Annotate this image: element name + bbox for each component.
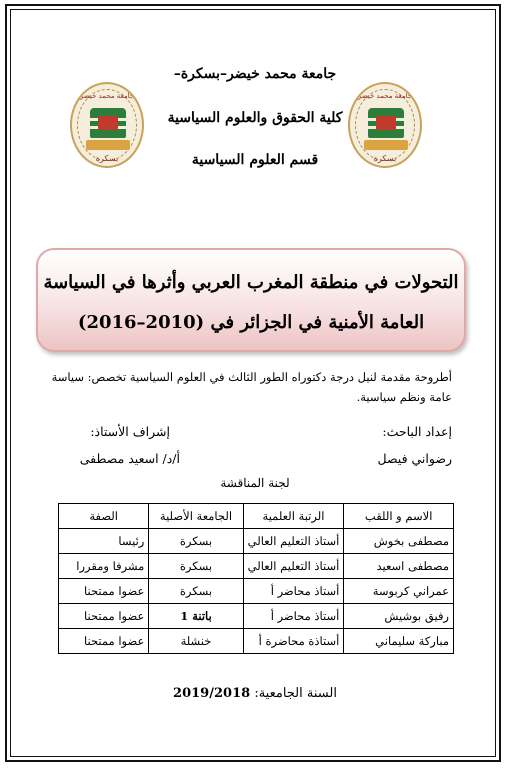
thesis-title-box — [36, 248, 466, 352]
member-role: عضوا ممتحنا — [59, 579, 149, 604]
table-row — [59, 529, 454, 554]
committee-header-row — [59, 504, 454, 529]
member-name: مصطفى اسعيد — [344, 554, 454, 579]
committee-title: لجنة المناقشة — [220, 476, 290, 490]
member-role: عضوا ممتحنا — [59, 604, 149, 629]
seal-red-emblem — [376, 116, 396, 130]
seal-bottom-text: بسكرة — [95, 154, 119, 163]
table-row — [59, 629, 454, 654]
column-header-name: الاسم و اللقب — [344, 504, 454, 529]
thesis-title-line-1: التحولات في منطقة المغرب العربي وأثرها في السياسة — [43, 272, 459, 293]
seal-base-emblem — [86, 140, 130, 150]
table-row — [59, 604, 454, 629]
researcher-name: رضواني فيصل — [377, 451, 452, 466]
column-header-role: الصفة — [59, 504, 149, 529]
seal-top-text: جامعة محمد خيضر — [357, 92, 413, 100]
member-role: عضوا ممتحنا — [59, 629, 149, 654]
member-name: مصطفى بخوش — [344, 529, 454, 554]
faculty-name: كلية الحقوق والعلوم السياسية — [167, 110, 343, 126]
member-role: رئيسا — [59, 529, 149, 554]
member-university: بسكرة — [149, 529, 243, 554]
university-seal-left — [70, 82, 144, 168]
thesis-note-line-2: عامة ونظم سياسية. — [356, 390, 452, 404]
column-header-university: الجامعة الأصلية — [149, 504, 243, 529]
member-role: مشرفا ومقررا — [59, 554, 149, 579]
table-row — [59, 554, 454, 579]
member-rank: أستاذ محاضر أ — [243, 604, 344, 629]
member-name: رفيق بوشيش — [344, 604, 454, 629]
researcher-label: إعداد الباحث: — [382, 424, 452, 439]
academic-year-label: السنة الجامعية: — [254, 686, 337, 701]
seal-base-emblem — [364, 140, 408, 150]
university-name: جامعة محمد خيضر–بسكرة– — [173, 66, 337, 82]
member-rank: أستاذ التعليم العالي — [243, 554, 344, 579]
academic-year-value: 2019/2018 — [173, 686, 251, 701]
member-university: بسكرة — [149, 554, 243, 579]
supervisor-name: أ/د/ اسعيد مصطفى — [79, 451, 180, 466]
member-name: عمراني كربوسة — [344, 579, 454, 604]
column-header-rank: الرتبة العلمية — [243, 504, 344, 529]
committee-table — [58, 503, 454, 654]
department-name: قسم العلوم السياسية — [191, 152, 319, 168]
thesis-note-line-1: أطروحة مقدمة لنيل درجة دكتوراه الطور الثالث في العلوم السياسية تخصص: سياسة — [51, 370, 452, 384]
table-row — [59, 579, 454, 604]
member-university: خنشلة — [149, 629, 243, 654]
seal-top-text: جامعة محمد خيضر — [79, 92, 135, 100]
member-rank: أستاذة محاضرة أ — [243, 629, 344, 654]
seal-bottom-text: بسكرة — [373, 154, 397, 163]
member-rank: أستاذ محاضر أ — [243, 579, 344, 604]
academic-year — [0, 686, 510, 701]
seal-red-emblem — [98, 116, 118, 130]
member-university: بسكرة — [149, 579, 243, 604]
member-university: باتنة 1 — [149, 604, 243, 629]
member-name: مباركة سليماني — [344, 629, 454, 654]
supervisor-label: إشراف الأستاذ: — [90, 424, 170, 439]
member-rank: أستاذ التعليم العالي — [243, 529, 344, 554]
thesis-title-line-2: العامة الأمنية في الجزائر في (2010–2016) — [77, 312, 425, 333]
